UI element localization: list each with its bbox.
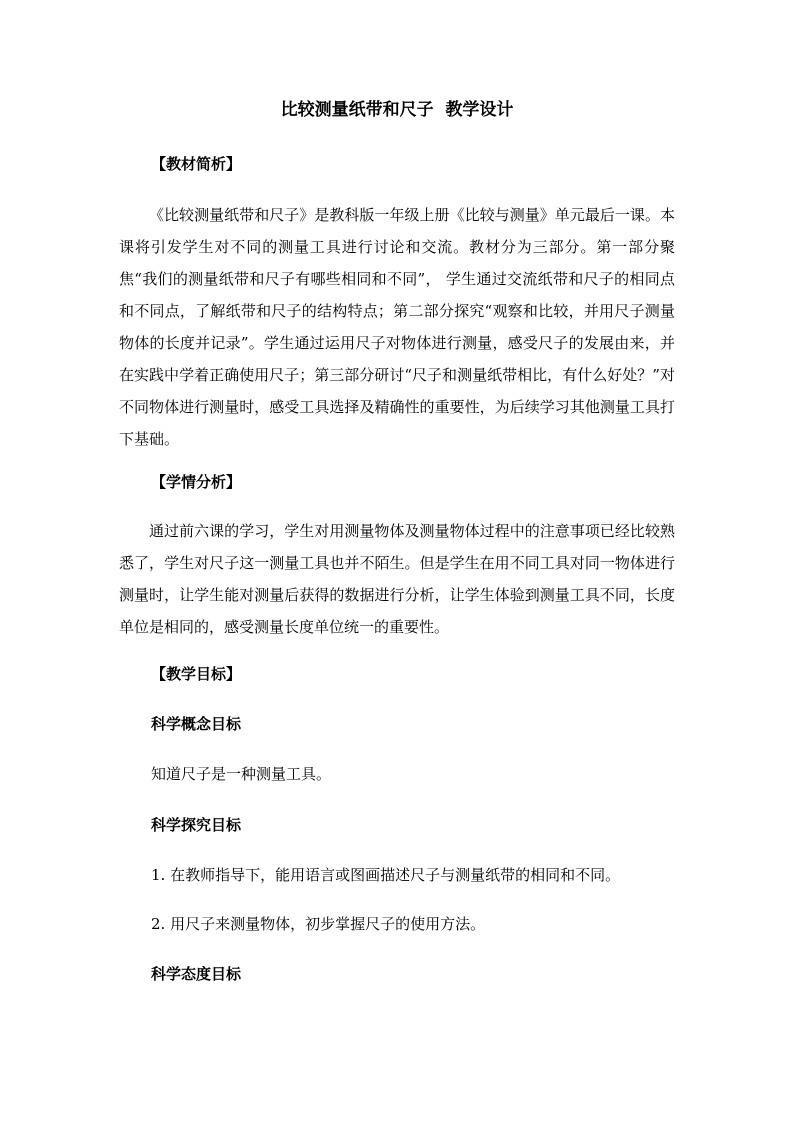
section-heading-textbook-analysis: 【教材简析】 [151,155,242,173]
section-heading-student-analysis: 【学情分析】 [151,473,242,491]
goal-heading-science-inquiry: 科学探究目标 [151,816,242,834]
goal-heading-science-attitude: 科学态度目标 [151,965,242,983]
goal-item-science-inquiry-1: 1. 在教师指导下，能用语言或图画描述尺子与测量纸带的相同和不同。 [151,866,621,884]
goal-item-science-concept: 知道尺子是一种测量工具。 [151,765,332,783]
section-heading-teaching-goals: 【教学目标】 [151,665,242,683]
document-title: 比较测量纸带和尺子 教学设计 [280,100,514,120]
goal-heading-science-concept: 科学概念目标 [151,715,242,733]
section-paragraph-student-analysis: 通过前六课的学习，学生对用测量物体及测量物体过程中的注意事项已经比较熟悉了，学生对尺子这一测量工具也并不陌生。但是学生在用不同工具对同一物体进行测量时，让学生能对测量后获得的数据进行分析，让学生体验到测量工具不同，长度单位是相同的，感受测量长度单位统一的重要性。 [119,522,675,636]
goal-item-science-inquiry-2: 2. 用尺子来测量物体，初步掌握尺子的使用方法。 [151,915,486,933]
section-paragraph-textbook-analysis: 《比较测量纸带和尺子》是教科版一年级上册《比较与测量》单元最后一课。本课将引发学生对不同的测量工具进行讨论和交流。教材分为三部分。第一部分聚焦“我们的测量纸带和尺子有哪些相同和不同”， 学生通过交流纸带和尺子的相同点和不同点，了解纸带和尺子的结构特点；第二部分探究“观察和比较，并用尺子测量物体的长度并记录”。学生通过运用尺子对物体进行测量，感受尺子的发展由来，并在实践中学着正确使用尺子；第三部分研讨“尺子和测量纸带相比，有什么好处？”对不同物体进行测量时，感受工具选择及精确性的重要性，为后续学习其他测量工具打下基础。 [119,206,675,448]
